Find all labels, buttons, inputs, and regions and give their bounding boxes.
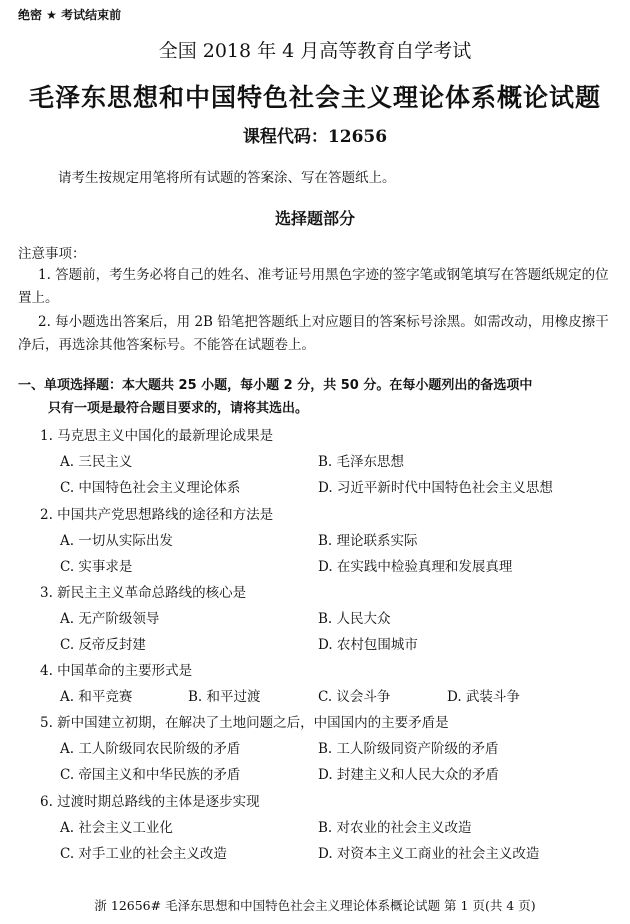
question-4-option-d: D. 武装斗争 [447, 689, 520, 705]
question-2-option-c: C. 实事求是 [60, 559, 133, 575]
question-3-option-a: A. 无产阶级领导 [60, 611, 160, 627]
question-3-option-d: D. 农村包围城市 [318, 637, 418, 653]
question-1-option-d: D. 习近平新时代中国特色社会主义思想 [318, 480, 553, 496]
question-5-option-d: D. 封建主义和人民大众的矛盾 [318, 767, 499, 783]
question-4-option-b: B. 和平过渡 [188, 689, 261, 705]
section-title: 选择题部分 [274, 209, 355, 228]
question-2-option-a: A. 一切从实际出发 [60, 533, 173, 549]
question-1-option-c: C. 中国特色社会主义理论体系 [60, 480, 241, 496]
question-1-option-b: B. 毛泽东思想 [318, 454, 405, 470]
question-3-option-c: C. 反帝反封建 [60, 637, 146, 653]
part-one-line-2: 只有一项是最符合题目要求的，请将其选出。 [48, 401, 309, 416]
question-6-stem: 6. 过渡时期总路线的主体是逐步实现 [40, 794, 260, 810]
notes-heading: 注意事项： [18, 246, 86, 262]
question-2-option-b: B. 理论联系实际 [318, 533, 418, 549]
question-1-option-a: A. 三民主义 [60, 454, 133, 470]
question-3-stem: 3. 新民主主义革命总路线的核心是 [40, 585, 247, 601]
question-6-option-d: D. 对资本主义工商业的社会主义改造 [318, 846, 540, 862]
question-5-option-a: A. 工人阶级同农民阶级的矛盾 [60, 741, 241, 757]
page-footer: 浙 12656# 毛泽东思想和中国特色社会主义理论体系概论试题 第 1 页(共 4 页) [94, 898, 536, 913]
question-4-option-a: A. 和平竞赛 [60, 689, 133, 705]
question-1-stem: 1. 马克思主义中国化的最新理论成果是 [40, 428, 274, 444]
confidential-label: 绝密 ★ 考试结束前 [18, 8, 122, 22]
question-4-stem: 4. 中国革命的主要形式是 [40, 663, 193, 679]
question-2-option-d: D. 在实践中检验真理和发展真理 [318, 559, 513, 575]
question-5-option-c: C. 帝国主义和中华民族的矛盾 [60, 767, 241, 783]
question-4-option-c: C. 议会斗争 [318, 689, 391, 705]
exam-name: 全国 2018 年 4 月高等教育自学考试 [158, 40, 472, 62]
question-6-option-b: B. 对农业的社会主义改造 [318, 820, 472, 836]
course-code: 课程代码：12656 [242, 127, 388, 147]
general-instruction: 请考生按规定用笔将所有试题的答案涂、写在答题纸上。 [58, 170, 396, 186]
question-6-option-a: A. 社会主义工业化 [60, 820, 173, 836]
part-one-heading [18, 374, 618, 420]
paper-title: 毛泽东思想和中国特色社会主义理论体系概论试题 [28, 83, 601, 112]
question-3-option-b: B. 人民大众 [318, 611, 391, 627]
note-item-1: 1. 答题前，考生务必将自己的姓名、准考证号用黑色字迹的签字笔或钢笔填写在答题纸规定的位置上。 [18, 267, 609, 306]
part-one-line-1: 一、单项选择题：本大题共 25 小题，每小题 2 分，共 50 分。在每小题列出的备选项中 [18, 378, 533, 393]
question-5-option-b: B. 工人阶级同资产阶级的矛盾 [318, 741, 499, 757]
question-2-stem: 2. 中国共产党思想路线的途径和方法是 [40, 507, 274, 523]
question-6-option-c: C. 对手工业的社会主义改造 [60, 846, 227, 862]
question-5-stem: 5. 新中国建立初期，在解决了土地问题之后，中国国内的主要矛盾是 [40, 715, 449, 731]
note-item-2: 2. 每小题选出答案后，用 2B 铅笔把答题纸上对应题目的答案标号涂黑。如需改动，用橡皮擦干净后，再选涂其他答案标号。不能答在试题卷上。 [18, 314, 609, 353]
